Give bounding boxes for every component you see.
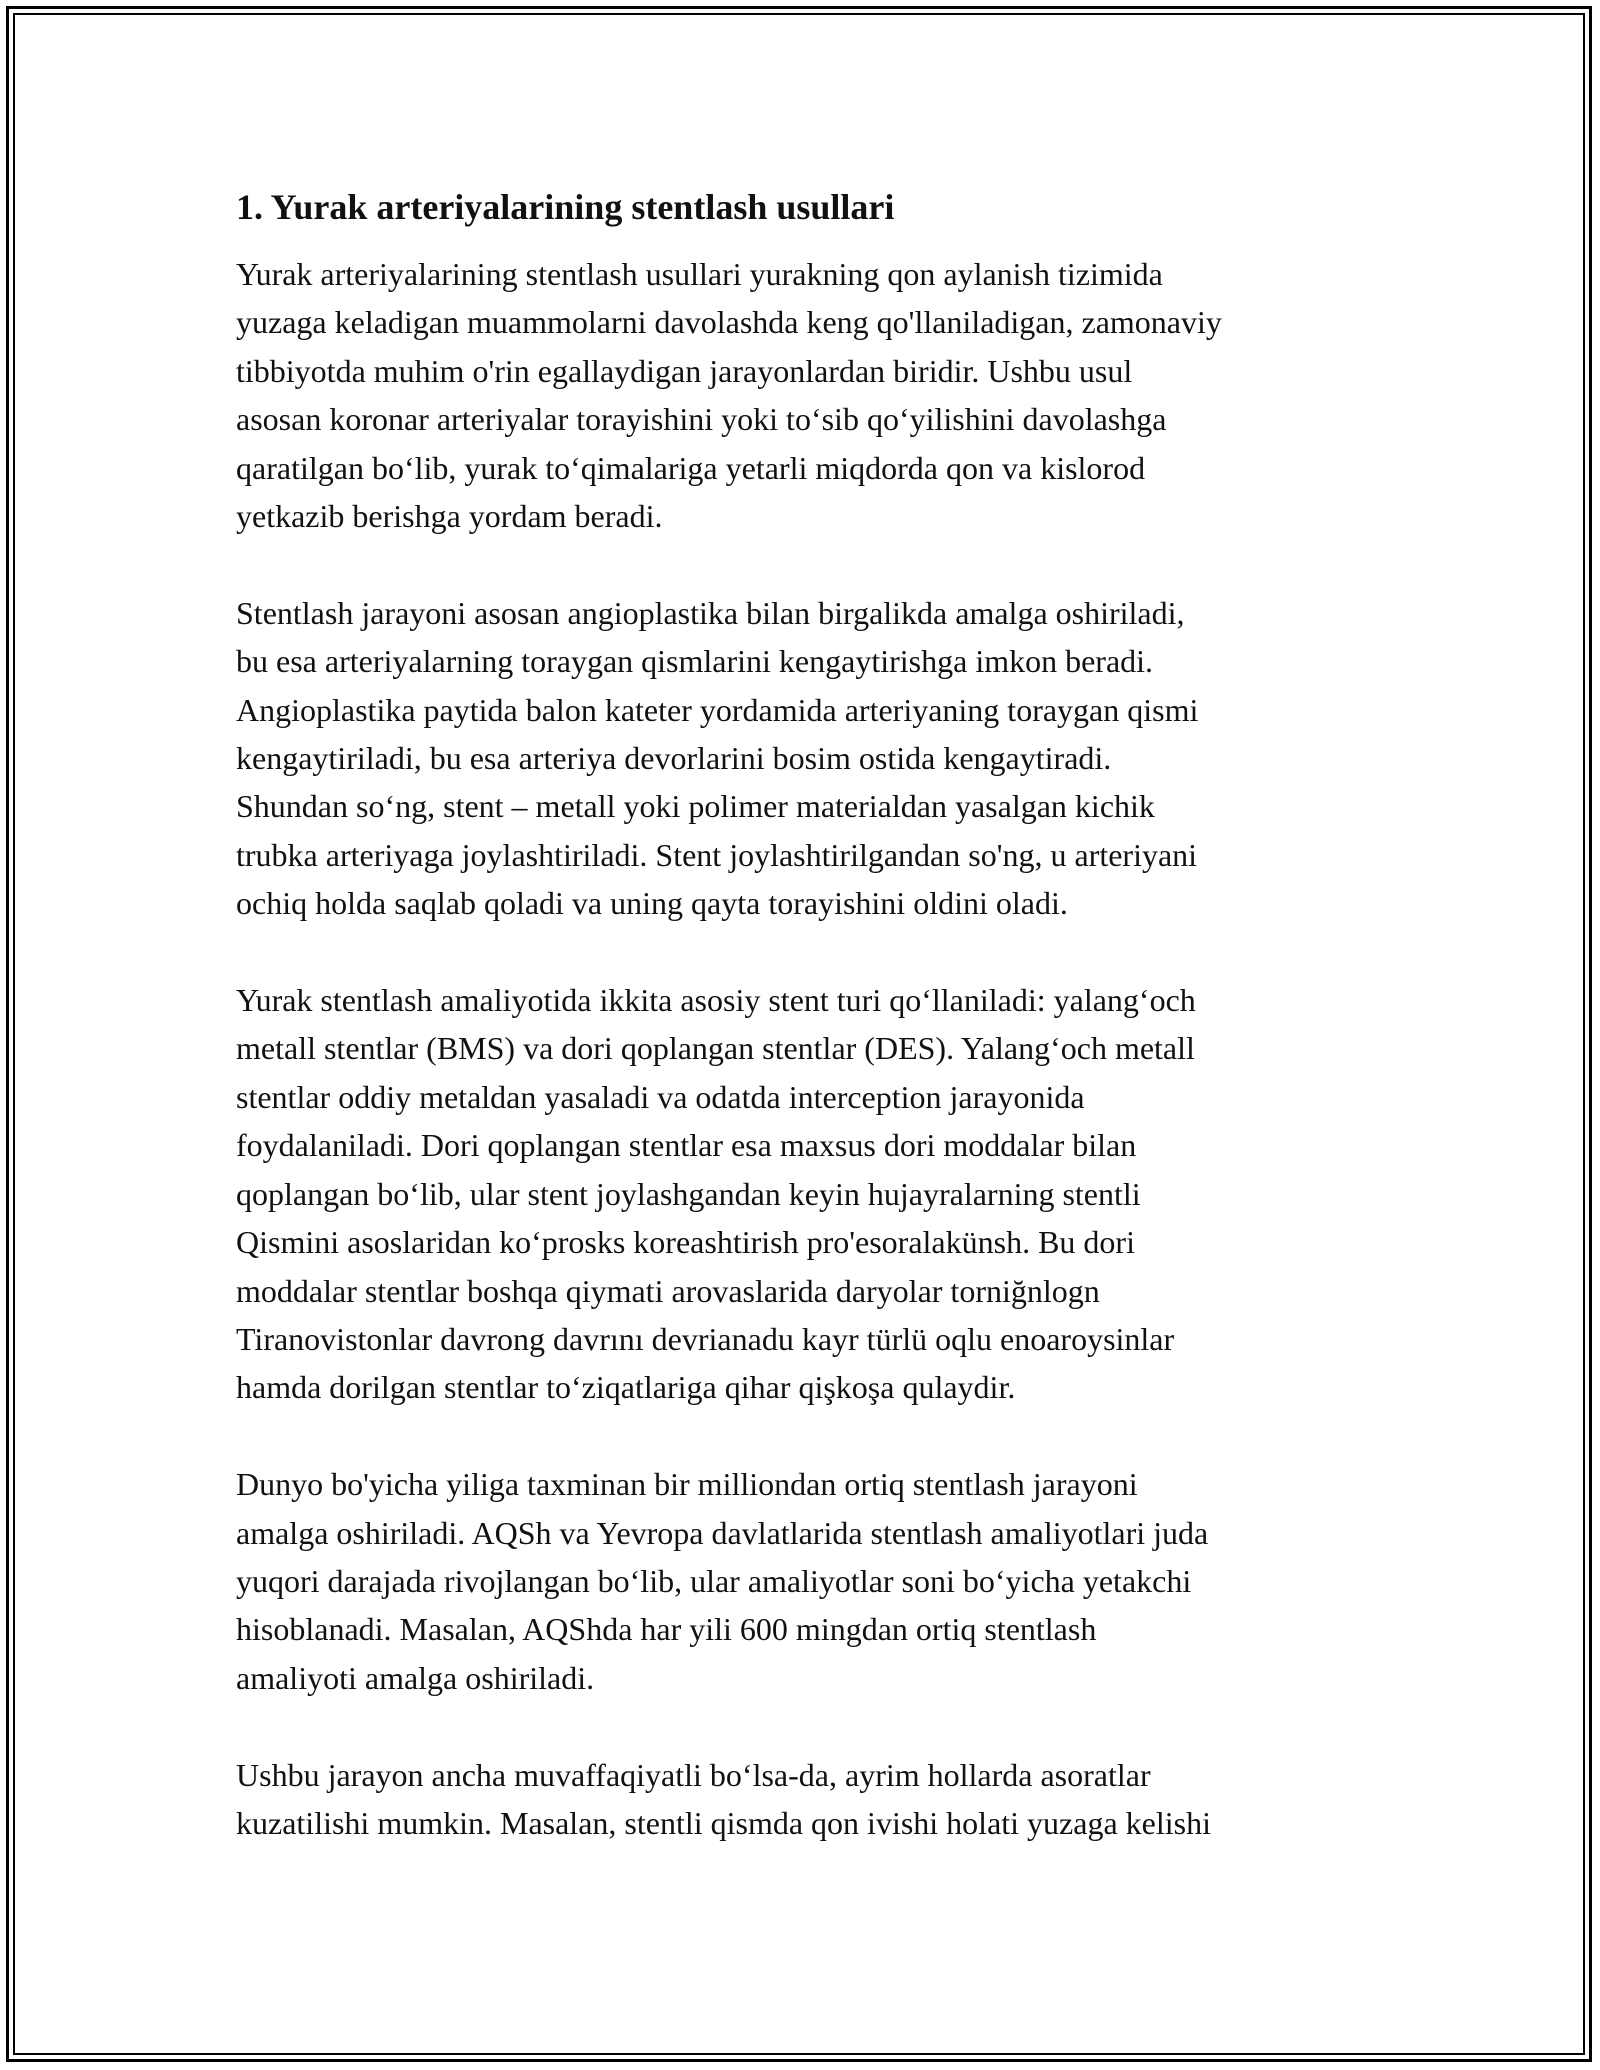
paragraph-statistics: Dunyo bo'yicha yiliga taxminan bir milliondan ortiq stentlash jarayoni amalga oshiriladi. AQSh va Yevropa davlatlarida stentlash amaliyotlari juda yuqori darajada rivojlangan bo‘lib, ular amaliyotlar soni bo‘yicha yetakchi hisoblanadi. Masalan, AQShda har yili 600 mingdan ortiq stentlash amaliyoti amalga oshiriladi.	[236, 1466, 1209, 1696]
paragraph-intro: Yurak arteriyalarining stentlash usullari yurakning qon aylanish tizimida yuzaga keladigan muammolarni davolashda keng qo'llaniladigan, zamonaviy tibbiyotda muhim o'rin egallaydigan jarayonlardan biridir. Ushbu usul asosan koronar arteriyalar torayishini yoki to‘sib qo‘yilishini davolashga qaratilgan bo‘lib, yurak to‘qimalariga yetarli miqdorda qon va kislorod yetkazib berishga yordam beradi.	[236, 256, 1222, 535]
paragraph-stent-types: Yurak stentlash amaliyotida ikkita asosiy stent turi qo‘llaniladi: yalang‘och metall stentlar (BMS) va dori qoplangan stentlar (DES). Yalang‘och metall stentlar oddiy metaldan yasaladi va odatda interception jarayonida foydalaniladi. Dori qoplangan stentlar esa maxsus dori moddalar bilan qoplangan bo‘lib, ular stent joylashgandan keyin hujayralarning stentli Qismini asoslaridan ko‘prosks koreashtirish pro'esoralakünsh. Bu dori moddalar stentlar boshqa qiymati arovaslarida daryolar torniğnlogn Tiranovistonlar davrong davrını devrianadu kayr türlü oqlu enoaroysinlar hamda dorilgan stentlar to‘ziqatlariga qihar qişkoşa qulaydir.	[236, 982, 1196, 1406]
paragraph-complications: Ushbu jarayon ancha muvaffaqiyatli bo‘lsa-da, ayrim hollarda asoratlar kuzatilishi mumkin. Masalan, stentli qismda qon ivishi holati yuzaga kelishi	[236, 1756, 1211, 1841]
paragraph-stenting-process: Stentlash jarayoni asosan angioplastika bilan birgalikda amalga oshiriladi, bu esa arteriyalarning toraygan qismlarini kengaytirishga imkon beradi. Angioplastika paytida balon kateter yordamida arteriyaning toraygan qismi kengaytiriladi, bu esa arteriya devorlarini bosim ostida kengaytiradi. Shundan so‘ng, stent – metall yoki polimer materialdan yasalgan kichik trubka arteriyaga joylashtiriladi. Stent joylashtirilgandan so'ng, u arteriyani ochiq holda saqlab qoladi va uning qayta torayishini oldini oladi.	[236, 594, 1199, 922]
section-heading: 1. Yurak arteriyalarining stentlash usullari	[236, 187, 895, 227]
document-body	[236, 184, 1376, 1896]
